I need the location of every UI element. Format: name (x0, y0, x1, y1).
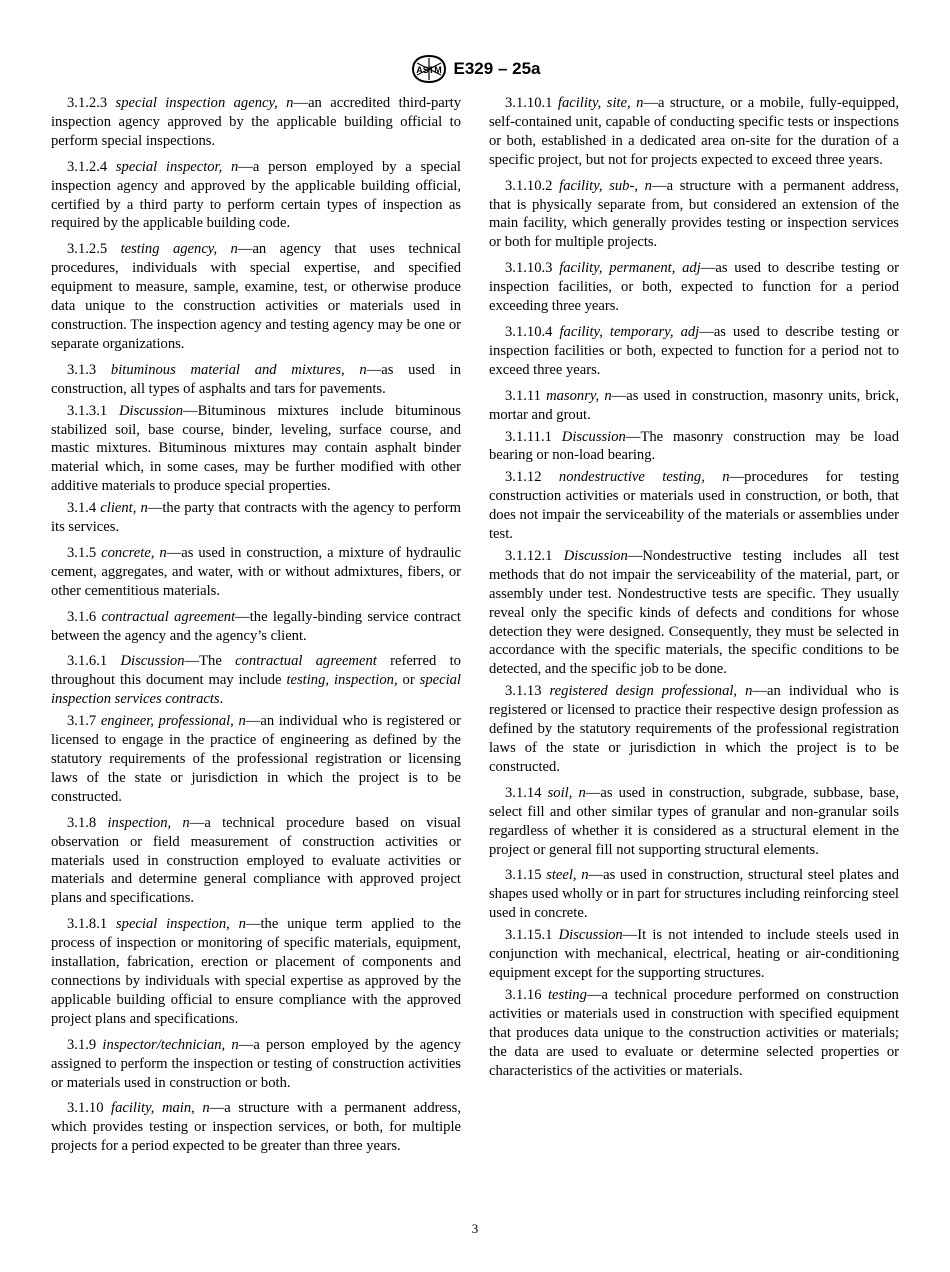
definition-text: —a person employed by the agency assigned to perform the inspection or testing of construction activities or materials used in construction or both. (51, 1036, 462, 1091)
definition-paragraph (489, 94, 899, 170)
definition-paragraph (51, 402, 461, 497)
definition-text: —a technical procedure based on visual observation or field measurement of construction activities or materials used in construction employed to evaluate activities or materials and determine general compliance with approved project plans and specifications. (51, 814, 461, 907)
definition-paragraph (51, 1099, 461, 1156)
definition-paragraph (489, 387, 899, 425)
definition-text: —the legally-binding service contract between the agency and the agency’s client. (51, 608, 461, 644)
section-number: 3.1.8 (67, 814, 97, 831)
section-number: 3.1.12 (505, 469, 542, 486)
section-number: 3.1.15 (505, 867, 542, 884)
definition-text: —a person employed by a special inspection agency and approved by the applicable building official, certified by a third party to perform certain types of inspection as required by the applicable building code. (51, 158, 461, 232)
section-number: 3.1.4 (67, 500, 97, 517)
left-column (51, 94, 461, 1163)
defined-term: bituminous material and mixtures, n (110, 361, 367, 378)
definition-text: —the party that contracts with the agency to perform its services. (51, 500, 461, 536)
defined-term: facility, site, n (557, 95, 644, 111)
defined-term: engineer, professional, n (100, 713, 246, 730)
definition-paragraph (51, 652, 461, 709)
emphasized-text: contractual agreement (235, 653, 377, 670)
definition-paragraph (489, 547, 899, 679)
definition-text: —as used in construction, structural steel plates and shapes used wholly or in part for structures including reinforcing steel used in concrete. (489, 867, 900, 922)
section-number: 3.1.3.1 (67, 402, 108, 419)
definition-paragraph (51, 544, 461, 601)
defined-term: inspection, n (107, 814, 190, 831)
defined-term: Discussion (118, 402, 184, 419)
section-number: 3.1.13 (505, 683, 542, 700)
section-number: 3.1.9 (67, 1036, 97, 1053)
definition-text: —Bituminous mixtures include bituminous stabilized soil, base course, binder, leveling, surface course, and mastic mixtures. Bituminous mixtures may contain asphalt binder material which, in some cases, may be further modified with other additive materials to produce special properties. (51, 402, 461, 495)
defined-term: testing agency, n (120, 241, 238, 258)
definition-text: or (397, 672, 420, 689)
definition-paragraph (51, 915, 461, 1028)
section-number: 3.1.5 (67, 544, 97, 561)
document-id: E329 – 25a (453, 59, 541, 78)
defined-term: inspector/technician, n (102, 1036, 239, 1053)
section-number: 3.1.12.1 (505, 547, 553, 564)
definition-text: —the unique term applied to the process of inspection or monitoring of specific materials, equipment, installation, fabrication, erection or placement of components and connections by individuals with special expertise as approved by the applicable building official to ensure compliance with the approved project plans and specifications. (51, 916, 461, 1027)
section-number: 3.1.10.1 (505, 95, 553, 111)
definition-paragraph (51, 240, 461, 353)
definition-paragraph (51, 361, 461, 399)
definition-text: —It is not intended to include steels used in conjunction with mechanical, electrical, heating or air-conditioning equipment except for the supporting structures. (489, 927, 899, 981)
svg-text:ASTM: ASTM (415, 65, 442, 75)
definition-paragraph (489, 926, 899, 983)
emphasized-text: testing, inspection, (286, 672, 398, 689)
definition-text: —an accredited third-party inspection agency approved by the applicable building official to perform special inspections. (51, 95, 461, 149)
definition-text: —as used in construction, masonry units, brick, mortar and grout. (489, 387, 899, 423)
defined-term: facility, main, n (111, 1100, 210, 1117)
definition-text: —an agency that uses technical procedures, individuals with special expertise, and specified equipment to measure, sample, examine, test, or otherwise produce data unique to the construction activities or materials used in construction. The inspection agency and testing agency may be one or separate organizations. (51, 241, 461, 352)
right-column (489, 94, 899, 1087)
defined-term: special inspector, n (115, 158, 239, 175)
definition-paragraph (489, 323, 899, 380)
definition-text: —a structure, or a mobile, fully-equipped, self-contained unit, capable of conducting specific tests or inspections or both, established in a dedicated area on-site for the duration of a specific project, but not for projects expected to exceed three years. (489, 95, 899, 168)
definition-text: —an individual who is registered or licensed to engage in the practice of engineering as defined by the statutory requirements of the professional registration or licensing laws of the state or jurisdiction in which the project is to be constructed. (51, 713, 462, 805)
section-number: 3.1.2.3 (67, 95, 108, 111)
section-number: 3.1.10.4 (505, 323, 553, 340)
definition-paragraph (489, 784, 899, 860)
definition-text: —a structure with a permanent address, which provides testing or inspection services, or both, for multiple projects for a period expected to be greater than three years. (51, 1100, 461, 1155)
definition-paragraph (489, 986, 899, 1081)
definition-text: —as used in construction, subgrade, subbase, base, select fill and other similar types of granular and non-granular soils regardless of whether it is considered as a structural element in the project or general fill not supporting structural elements. (489, 784, 899, 858)
defined-term: facility, sub-, n (559, 177, 652, 194)
defined-term: contractual agreement (101, 608, 236, 625)
section-number: 3.1.10 (67, 1100, 104, 1117)
definition-paragraph (51, 712, 461, 807)
section-number: 3.1.2.5 (67, 241, 108, 258)
defined-term: facility, permanent, adj (559, 260, 701, 277)
definition-text: —as used in construction, a mixture of hydraulic cement, aggregates, and water, with or without admixtures, fibers, or other cementitious materials. (51, 544, 461, 599)
definition-text: —as used in construction, all types of asphalts and tars for pavements. (51, 361, 462, 397)
section-number: 3.1.15.1 (505, 927, 553, 944)
definition-paragraph (489, 468, 899, 544)
definition-paragraph (51, 94, 461, 151)
definition-paragraph (51, 499, 461, 537)
definition-text: —a technical procedure performed on construction activities or materials used in construction with specified equipment that produces data unique to the construction activities or materials; the data are used to evaluate or determine selected properties or characteristics of the activities or materials. (489, 986, 899, 1079)
definition-text: —as used to describe testing or inspection facilities, or both, expected to function for a period exceeding three years. (489, 260, 899, 315)
astm-logo-icon (410, 54, 448, 84)
definition-text: —procedures for testing construction activities or materials used in construction, or both, that does not impair the serviceability of the materials or assemblies under test. (489, 469, 899, 543)
defined-term: Discussion (558, 927, 623, 944)
defined-term: special inspection agency, n (115, 95, 294, 111)
section-number: 3.1.10.3 (505, 260, 553, 277)
definition-paragraph (489, 866, 899, 923)
definition-paragraph (489, 177, 899, 253)
section-number: 3.1.6.1 (67, 653, 108, 670)
definition-paragraph (51, 1036, 461, 1093)
section-number: 3.1.7 (67, 713, 97, 730)
section-number: 3.1.8.1 (67, 916, 108, 933)
defined-term: nondestructive testing, n (558, 469, 730, 486)
defined-term: Discussion (563, 547, 628, 564)
section-number: 3.1.6 (67, 608, 97, 625)
definition-paragraph (489, 682, 899, 777)
definition-text: —a structure with a permanent address, that is physically separate from, but considered an extension of the main facility, which generally provides testing or inspection services or both for multiple projects. (489, 177, 899, 251)
defined-term: masonry, n (546, 387, 612, 404)
defined-term: soil, n (547, 784, 586, 801)
defined-term: Discussion (561, 428, 626, 445)
definition-paragraph (51, 158, 461, 234)
page-header (0, 54, 950, 86)
definition-text: . (219, 691, 224, 708)
defined-term: steel, n (546, 867, 589, 884)
defined-term: registered design professional, n (549, 683, 753, 700)
definition-paragraph (489, 259, 899, 316)
definition-text: —an individual who is registered or licensed to practice their respective design profession as defined by the statutory requirements of the professional registration laws of the state or jurisdiction in which the project is to be constructed. (489, 683, 899, 775)
section-number: 3.1.11.1 (505, 428, 552, 445)
defined-term: concrete, n (101, 544, 167, 561)
section-number: 3.1.14 (505, 784, 542, 801)
defined-term: special inspection, n (115, 916, 246, 933)
defined-term: testing (547, 986, 587, 1003)
defined-term: Discussion (120, 653, 185, 670)
definition-text: —The (184, 653, 236, 670)
definition-paragraph (51, 814, 461, 909)
defined-term: client, n (100, 500, 148, 517)
section-number: 3.1.3 (67, 361, 97, 378)
section-number: 3.1.16 (505, 986, 542, 1003)
definition-paragraph (51, 608, 461, 646)
definition-paragraph (489, 428, 899, 466)
section-number: 3.1.11 (505, 387, 541, 404)
page-number: 3 (471, 1221, 479, 1236)
definition-text: —The masonry construction may be load bearing or non-load bearing. (489, 428, 899, 464)
emphasized-text: special inspection services contracts (51, 672, 461, 708)
definition-text: —Nondestructive testing includes all test methods that do not impair the serviceability of the material, part, or assembly under test. Nondestructive tests are specific. They usually reveal only the specific kinds of defects and conditions for whose detection they were designed. Consequently, they must be selected in accordance with the specific materials, the specific conditions to be detected, and the specific job to be done. (489, 547, 900, 678)
defined-term: facility, temporary, adj (559, 323, 700, 340)
section-number: 3.1.2.4 (67, 158, 108, 175)
definition-text: —as used to describe testing or inspection facilities or both, expected to function for a period not to exceed three years. (489, 323, 899, 378)
definition-text: referred to throughout this document may include (51, 653, 461, 689)
section-number: 3.1.10.2 (505, 177, 553, 194)
